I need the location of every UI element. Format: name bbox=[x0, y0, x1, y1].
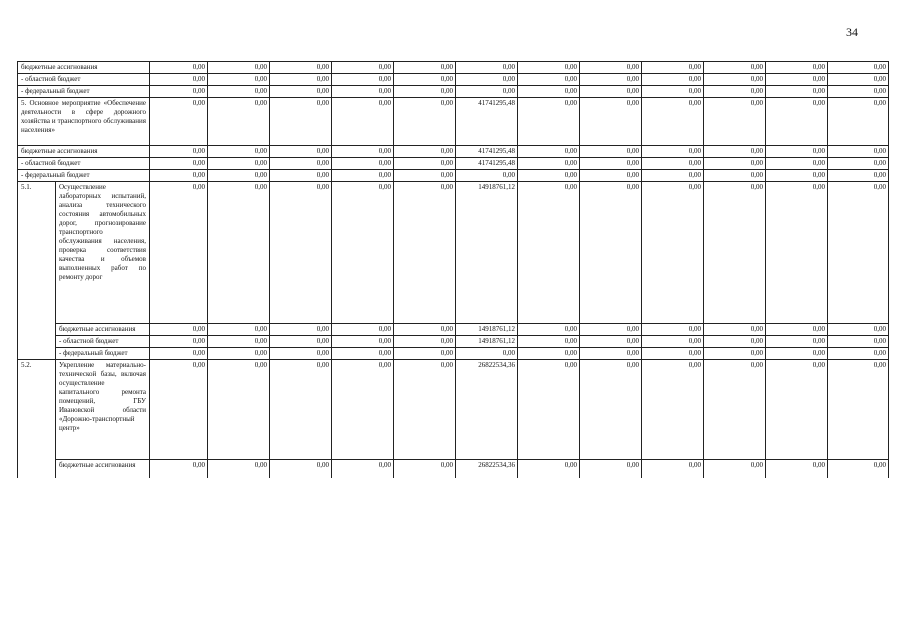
value-cell: 41741295,48 bbox=[456, 158, 518, 170]
value-cell: 0,00 bbox=[704, 460, 766, 478]
value-cell: 0,00 bbox=[518, 62, 580, 74]
value-cell: 0,00 bbox=[208, 98, 270, 146]
value-cell: 0,00 bbox=[642, 74, 704, 86]
value-cell: 0,00 bbox=[766, 170, 828, 182]
value-cell: 0,00 bbox=[766, 62, 828, 74]
value-cell: 0,00 bbox=[518, 158, 580, 170]
value-cell: 0,00 bbox=[332, 324, 394, 336]
value-cell: 0,00 bbox=[704, 86, 766, 98]
value-cell: 0,00 bbox=[704, 182, 766, 324]
value-cell: 0,00 bbox=[332, 348, 394, 360]
value-cell: 0,00 bbox=[394, 74, 456, 86]
value-cell: 0,00 bbox=[394, 348, 456, 360]
row-label: - федеральный бюджет bbox=[18, 86, 150, 98]
table-row bbox=[18, 360, 889, 460]
value-cell: 0,00 bbox=[518, 460, 580, 478]
value-cell: 0,00 bbox=[150, 460, 208, 478]
value-cell: 0,00 bbox=[766, 74, 828, 86]
value-cell: 0,00 bbox=[828, 86, 889, 98]
value-cell: 0,00 bbox=[150, 98, 208, 146]
value-cell: 41741295,48 bbox=[456, 98, 518, 146]
value-cell: 0,00 bbox=[208, 158, 270, 170]
value-cell: 0,00 bbox=[456, 86, 518, 98]
value-cell: 0,00 bbox=[270, 460, 332, 478]
value-cell: 26822534,36 bbox=[456, 360, 518, 460]
value-cell: 0,00 bbox=[518, 146, 580, 158]
row-label: - федеральный бюджет bbox=[18, 170, 150, 182]
value-cell: 0,00 bbox=[270, 360, 332, 460]
value-cell: 0,00 bbox=[270, 98, 332, 146]
value-cell: 0,00 bbox=[394, 98, 456, 146]
value-cell: 0,00 bbox=[766, 98, 828, 146]
value-cell: 0,00 bbox=[828, 146, 889, 158]
value-cell: 0,00 bbox=[766, 324, 828, 336]
value-cell: 0,00 bbox=[208, 460, 270, 478]
value-cell: 0,00 bbox=[332, 336, 394, 348]
value-cell: 0,00 bbox=[332, 158, 394, 170]
value-cell: 0,00 bbox=[828, 158, 889, 170]
row-label: Укрепление материально-технической базы, включая осуществление капитального ремонта помещений, ГБУ Ивановской области «Дорожно-транспортный центр» bbox=[56, 360, 150, 460]
value-cell: 0,00 bbox=[518, 98, 580, 146]
row-label: - областной бюджет bbox=[56, 336, 150, 348]
row-label: - областной бюджет bbox=[18, 74, 150, 86]
value-cell: 0,00 bbox=[208, 360, 270, 460]
value-cell: 0,00 bbox=[208, 62, 270, 74]
value-cell: 0,00 bbox=[150, 336, 208, 348]
value-cell: 0,00 bbox=[642, 86, 704, 98]
value-cell: 0,00 bbox=[828, 98, 889, 146]
value-cell: 14918761,12 bbox=[456, 324, 518, 336]
value-cell: 0,00 bbox=[642, 324, 704, 336]
value-cell: 0,00 bbox=[150, 158, 208, 170]
value-cell: 0,00 bbox=[642, 62, 704, 74]
value-cell: 0,00 bbox=[150, 324, 208, 336]
value-cell: 0,00 bbox=[580, 62, 642, 74]
value-cell: 0,00 bbox=[456, 74, 518, 86]
value-cell: 0,00 bbox=[150, 170, 208, 182]
value-cell: 0,00 bbox=[150, 86, 208, 98]
value-cell: 0,00 bbox=[394, 158, 456, 170]
value-cell: 0,00 bbox=[270, 182, 332, 324]
value-cell: 0,00 bbox=[518, 74, 580, 86]
value-cell: 0,00 bbox=[828, 460, 889, 478]
value-cell: 0,00 bbox=[642, 348, 704, 360]
value-cell: 0,00 bbox=[394, 146, 456, 158]
value-cell: 0,00 bbox=[642, 146, 704, 158]
value-cell: 0,00 bbox=[642, 170, 704, 182]
value-cell: 0,00 bbox=[704, 336, 766, 348]
value-cell: 0,00 bbox=[766, 146, 828, 158]
value-cell: 0,00 bbox=[270, 170, 332, 182]
value-cell: 0,00 bbox=[394, 324, 456, 336]
value-cell: 0,00 bbox=[580, 98, 642, 146]
value-cell: 0,00 bbox=[642, 98, 704, 146]
value-cell: 0,00 bbox=[150, 62, 208, 74]
table-row bbox=[18, 74, 889, 86]
value-cell: 0,00 bbox=[766, 360, 828, 460]
value-cell: 0,00 bbox=[394, 170, 456, 182]
value-cell: 0,00 bbox=[332, 62, 394, 74]
table-row bbox=[18, 170, 889, 182]
value-cell: 0,00 bbox=[580, 348, 642, 360]
row-label: бюджетные ассигнования bbox=[18, 146, 150, 158]
value-cell: 26822534,36 bbox=[456, 460, 518, 478]
value-cell: 0,00 bbox=[580, 74, 642, 86]
value-cell: 0,00 bbox=[208, 86, 270, 98]
value-cell: 0,00 bbox=[642, 158, 704, 170]
value-cell: 0,00 bbox=[518, 86, 580, 98]
value-cell: 0,00 bbox=[394, 86, 456, 98]
value-cell: 0,00 bbox=[332, 146, 394, 158]
value-cell: 0,00 bbox=[208, 146, 270, 158]
value-cell: 0,00 bbox=[828, 336, 889, 348]
value-cell: 0,00 bbox=[704, 62, 766, 74]
value-cell: 0,00 bbox=[208, 336, 270, 348]
row-label: Осуществление лабораторных испытаний, анализа технического состояния автомобильных дорог, прогнозирование транспортного обслуживания населения, проверка соответствия качества и объемов выполненных работ по ремонту дорог bbox=[56, 182, 150, 324]
value-cell: 0,00 bbox=[704, 74, 766, 86]
value-cell: 0,00 bbox=[394, 182, 456, 324]
value-cell: 0,00 bbox=[704, 324, 766, 336]
value-cell: 0,00 bbox=[150, 360, 208, 460]
table-row bbox=[18, 336, 889, 348]
value-cell: 0,00 bbox=[332, 98, 394, 146]
value-cell: 0,00 bbox=[332, 86, 394, 98]
value-cell: 0,00 bbox=[704, 348, 766, 360]
table-row bbox=[18, 86, 889, 98]
row-label: бюджетные ассигнования bbox=[56, 460, 150, 478]
value-cell: 0,00 bbox=[208, 348, 270, 360]
value-cell: 0,00 bbox=[828, 182, 889, 324]
value-cell: 0,00 bbox=[642, 360, 704, 460]
value-cell: 0,00 bbox=[518, 360, 580, 460]
value-cell: 0,00 bbox=[270, 158, 332, 170]
value-cell: 0,00 bbox=[580, 336, 642, 348]
row-label: бюджетные ассигнования bbox=[18, 62, 150, 74]
value-cell: 0,00 bbox=[580, 182, 642, 324]
value-cell: 0,00 bbox=[704, 158, 766, 170]
value-cell: 14918761,12 bbox=[456, 182, 518, 324]
value-cell: 0,00 bbox=[270, 62, 332, 74]
row-number: 5.2. bbox=[18, 360, 56, 478]
table-row bbox=[18, 158, 889, 170]
value-cell: 0,00 bbox=[580, 360, 642, 460]
row-label: 5. Основное мероприятие «Обеспечение деятельности в сфере дорожного хозяйства и транспортного обслуживания населения» bbox=[18, 98, 150, 146]
row-label: - областной бюджет bbox=[18, 158, 150, 170]
value-cell: 0,00 bbox=[828, 74, 889, 86]
value-cell: 0,00 bbox=[766, 460, 828, 478]
value-cell: 0,00 bbox=[394, 336, 456, 348]
value-cell: 0,00 bbox=[208, 324, 270, 336]
value-cell: 0,00 bbox=[270, 348, 332, 360]
value-cell: 0,00 bbox=[828, 360, 889, 460]
value-cell: 0,00 bbox=[766, 348, 828, 360]
value-cell: 0,00 bbox=[580, 170, 642, 182]
value-cell: 0,00 bbox=[766, 182, 828, 324]
budget-table bbox=[17, 61, 889, 478]
value-cell: 0,00 bbox=[270, 86, 332, 98]
value-cell: 41741295,48 bbox=[456, 146, 518, 158]
table-row bbox=[18, 146, 889, 158]
value-cell: 0,00 bbox=[766, 158, 828, 170]
value-cell: 0,00 bbox=[332, 182, 394, 324]
value-cell: 14918761,12 bbox=[456, 336, 518, 348]
table-row bbox=[18, 182, 889, 324]
value-cell: 0,00 bbox=[394, 360, 456, 460]
value-cell: 0,00 bbox=[766, 336, 828, 348]
row-label: - федеральный бюджет bbox=[56, 348, 150, 360]
value-cell: 0,00 bbox=[704, 170, 766, 182]
value-cell: 0,00 bbox=[332, 360, 394, 460]
value-cell: 0,00 bbox=[766, 86, 828, 98]
value-cell: 0,00 bbox=[150, 348, 208, 360]
table-row bbox=[18, 62, 889, 74]
value-cell: 0,00 bbox=[518, 336, 580, 348]
value-cell: 0,00 bbox=[270, 336, 332, 348]
table-row bbox=[18, 324, 889, 336]
table-row bbox=[18, 98, 889, 146]
value-cell: 0,00 bbox=[270, 74, 332, 86]
value-cell: 0,00 bbox=[150, 182, 208, 324]
value-cell: 0,00 bbox=[828, 62, 889, 74]
value-cell: 0,00 bbox=[394, 460, 456, 478]
value-cell: 0,00 bbox=[642, 182, 704, 324]
value-cell: 0,00 bbox=[150, 146, 208, 158]
table-row bbox=[18, 460, 889, 478]
value-cell: 0,00 bbox=[518, 324, 580, 336]
value-cell: 0,00 bbox=[704, 98, 766, 146]
value-cell: 0,00 bbox=[456, 348, 518, 360]
value-cell: 0,00 bbox=[580, 86, 642, 98]
value-cell: 0,00 bbox=[332, 170, 394, 182]
value-cell: 0,00 bbox=[270, 146, 332, 158]
value-cell: 0,00 bbox=[456, 170, 518, 182]
table-row bbox=[18, 348, 889, 360]
value-cell: 0,00 bbox=[828, 348, 889, 360]
value-cell: 0,00 bbox=[828, 324, 889, 336]
value-cell: 0,00 bbox=[642, 336, 704, 348]
value-cell: 0,00 bbox=[642, 460, 704, 478]
value-cell: 0,00 bbox=[394, 62, 456, 74]
value-cell: 0,00 bbox=[150, 74, 208, 86]
value-cell: 0,00 bbox=[580, 460, 642, 478]
value-cell: 0,00 bbox=[518, 170, 580, 182]
value-cell: 0,00 bbox=[580, 146, 642, 158]
value-cell: 0,00 bbox=[518, 182, 580, 324]
value-cell: 0,00 bbox=[518, 348, 580, 360]
value-cell: 0,00 bbox=[828, 170, 889, 182]
row-label: бюджетные ассигнования bbox=[56, 324, 150, 336]
value-cell: 0,00 bbox=[208, 182, 270, 324]
value-cell: 0,00 bbox=[580, 158, 642, 170]
row-number: 5.1. bbox=[18, 182, 56, 360]
value-cell: 0,00 bbox=[332, 460, 394, 478]
page-number: 34 bbox=[846, 25, 858, 39]
value-cell: 0,00 bbox=[704, 146, 766, 158]
value-cell: 0,00 bbox=[332, 74, 394, 86]
value-cell: 0,00 bbox=[704, 360, 766, 460]
value-cell: 0,00 bbox=[208, 74, 270, 86]
value-cell: 0,00 bbox=[208, 170, 270, 182]
value-cell: 0,00 bbox=[580, 324, 642, 336]
value-cell: 0,00 bbox=[270, 324, 332, 336]
value-cell: 0,00 bbox=[456, 62, 518, 74]
